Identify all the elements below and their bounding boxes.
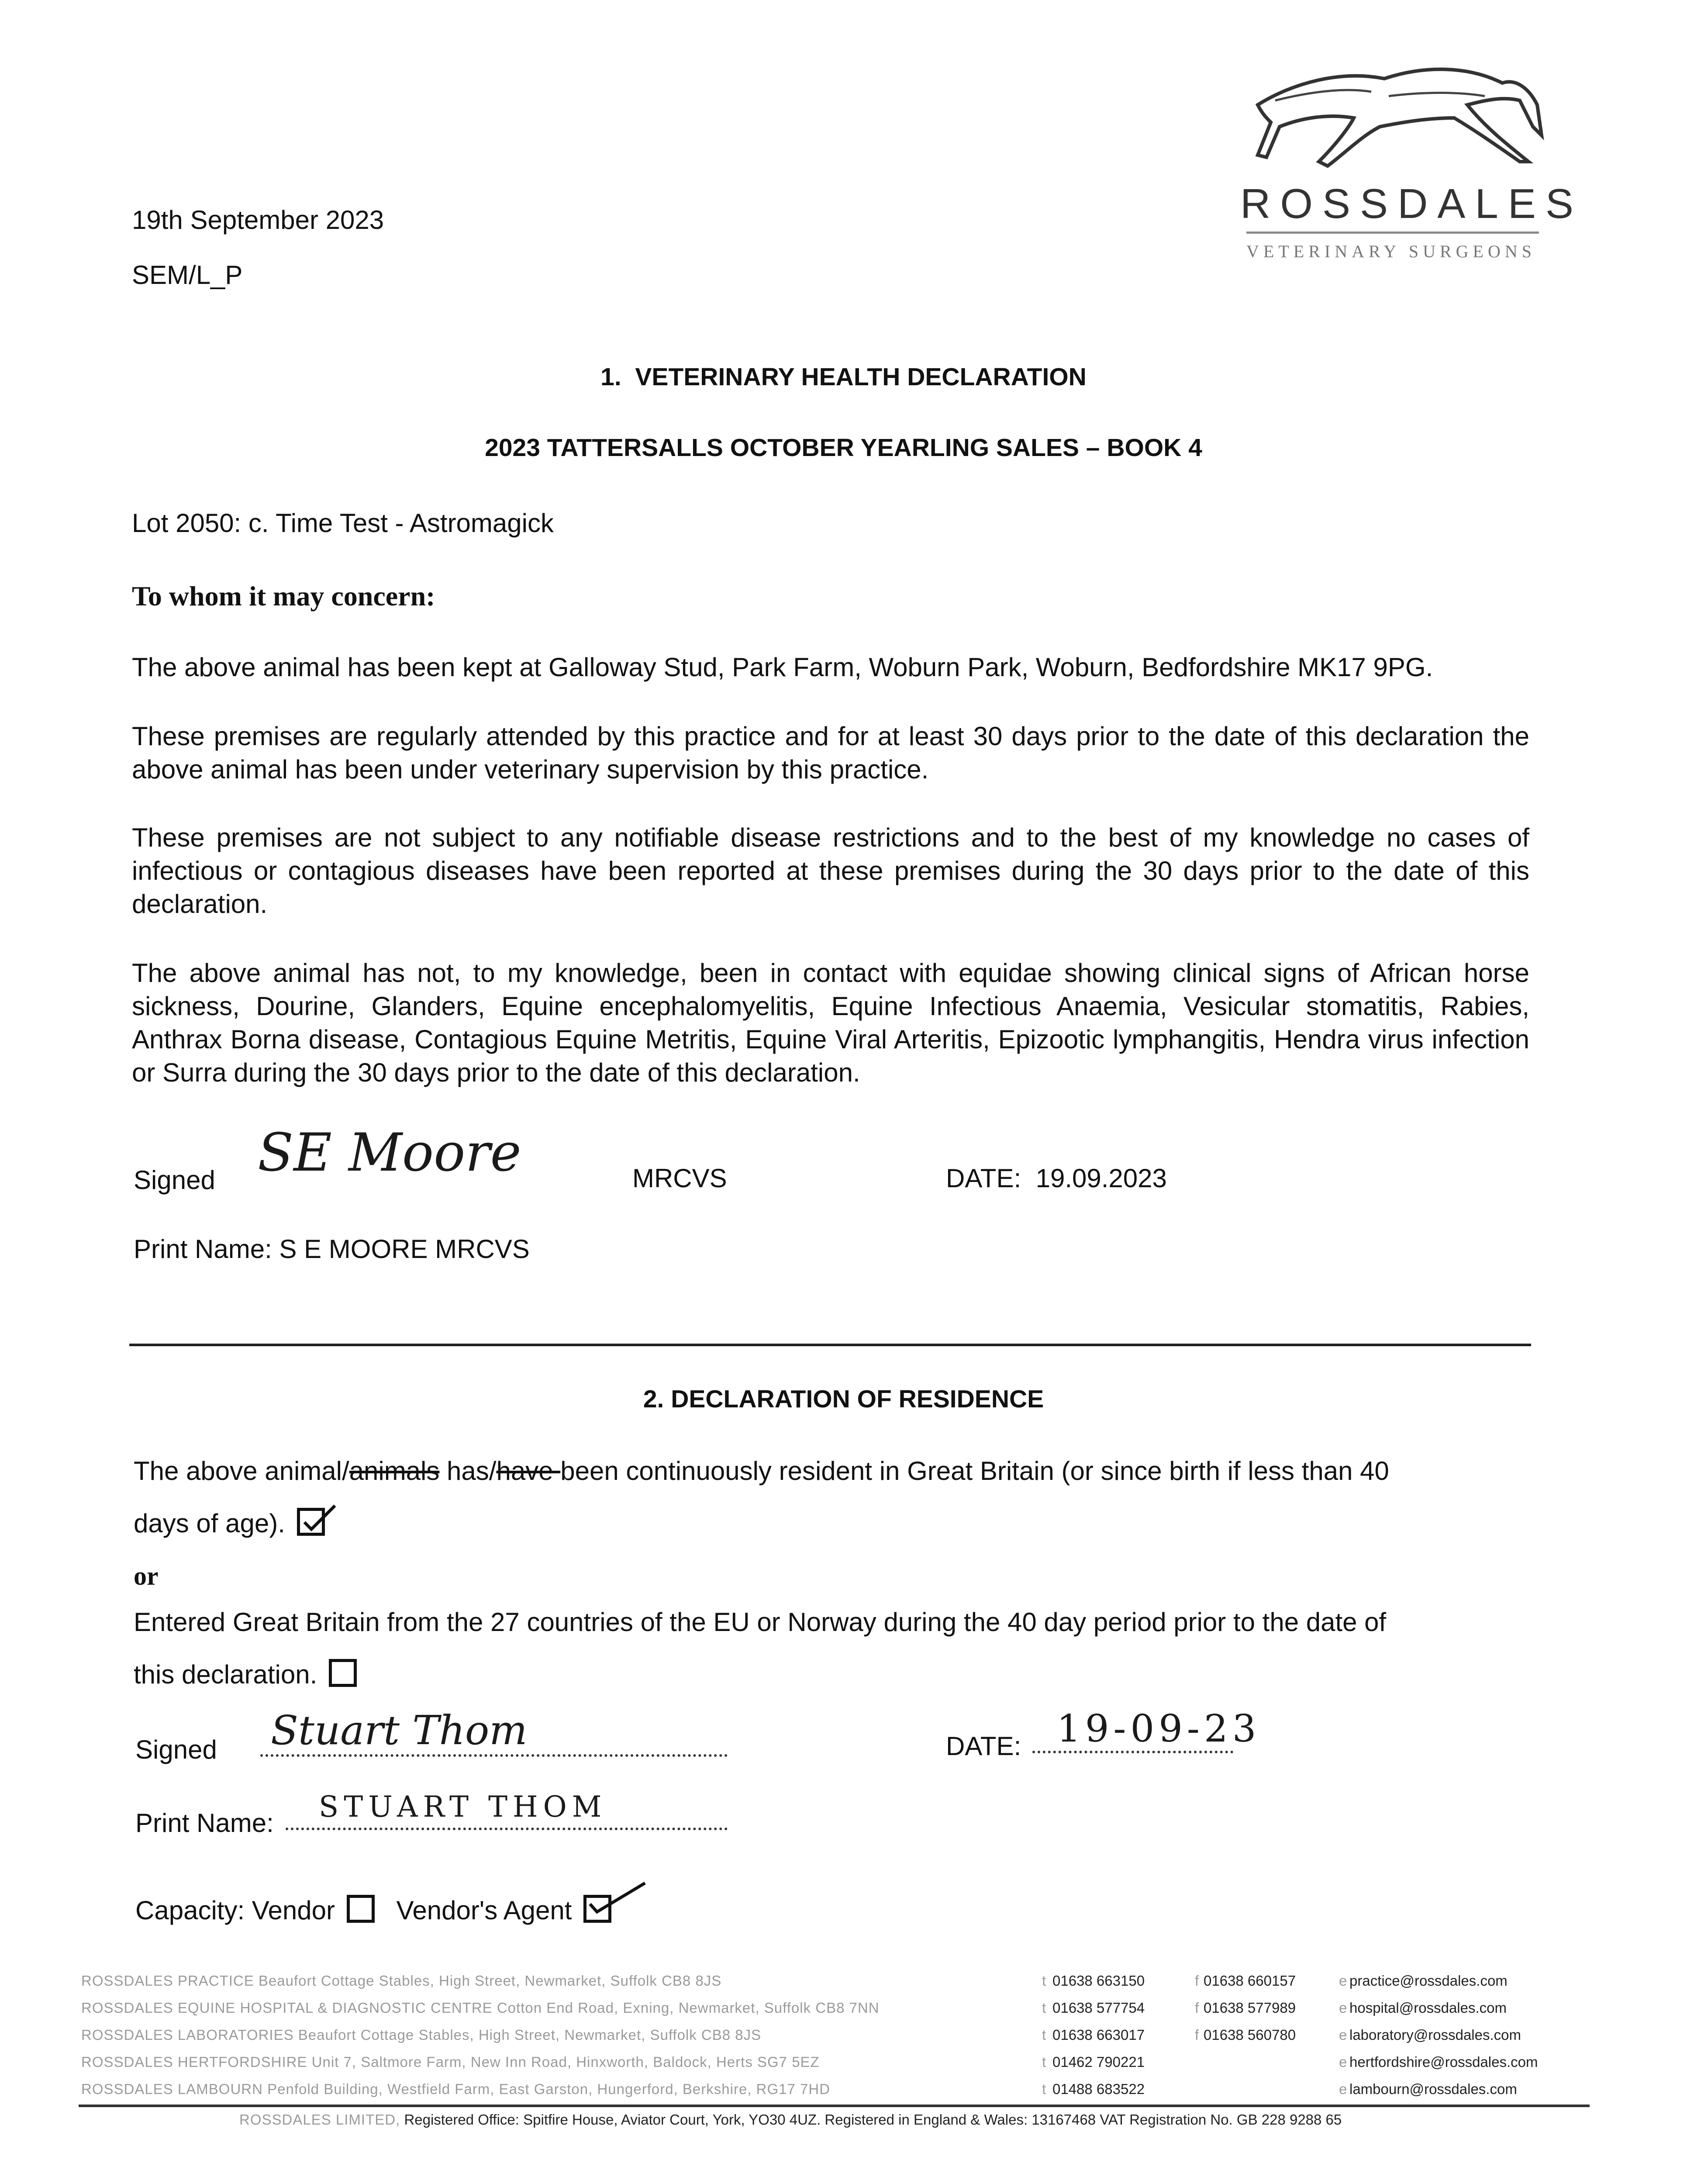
footer-sites [81,1967,1588,2103]
footer-t-prefix: t [1042,2081,1047,2097]
date-value-1: 19.09.2023 [1035,1164,1167,1193]
footer-registered-text: Registered Office: Spitfire House, Aviator Court, York, YO30 4UZ. Registered in England & Wales: 13167468 VAT Registration No. GB 228 9288 65 [404,2111,1342,2128]
footer-fax: 01638 577989 [1204,2000,1296,2016]
footer-phone: 01638 663150 [1052,1973,1145,1989]
paragraph-kept-at: The above animal has been kept at Galloway Stud, Park Farm, Woburn Park, Woburn, Bedfordshire MK17 9PG. [132,653,1433,682]
footer-phone: 01638 577754 [1052,2000,1145,2016]
residence-text-b: has/ [439,1456,497,1486]
paragraph-supervision: These premises are regularly attended by this practice and for at least 30 days prior to the date of this declaration the above animal has been under veterinary supervision by this practice. [132,722,1529,784]
section2-title: 2. DECLARATION OF RESIDENCE [643,1385,1044,1413]
vendor-agent-label: Vendor's Agent [396,1896,572,1925]
section-divider [129,1344,1531,1346]
logo-name: ROSSDALES [1240,180,1583,227]
residence-text-d: days of age). [134,1509,285,1538]
entered-text: this declaration. [134,1660,317,1689]
date-row-1 [946,1162,1167,1195]
residence-text-c: been continuously resident in Great Britain (or since birth if less than 40 [560,1456,1389,1486]
footer-email[interactable]: hospital@rossdales.com [1349,2000,1507,2016]
footer-site-address: Unit 7, Saltmore Farm, New Inn Road, Hinxworth, Baldock, Herts SG7 5EZ [307,2054,820,2070]
footer-site-row [81,2049,1588,2076]
footer-e-prefix: e [1339,1973,1348,1989]
footer-e-prefix: e [1339,2054,1348,2070]
footer-t-prefix: t [1042,2000,1047,2016]
footer-site-name: ROSSDALES EQUINE HOSPITAL & DIAGNOSTIC CENTRE Cotton End Road, Exning, Newmarket, Suffolk CB8 7NN [81,2000,880,2016]
entered-checkbox[interactable] [329,1659,357,1687]
date-value-2: 19-09-23 [1057,1707,1261,1751]
footer-t-prefix: t [1042,2027,1047,2043]
vendor-agent-checkbox[interactable] [583,1895,611,1923]
footer-fax: 01638 560780 [1204,2027,1296,2043]
check-mark-icon [584,1880,649,1920]
capacity-vendor-label: Capacity: Vendor [135,1896,335,1925]
section1-title-text: VETERINARY HEALTH DECLARATION [635,363,1087,391]
footer-site-address: Cotton End Road, Exning, Newmarket, Suffolk CB8 7NN [492,2000,880,2016]
check-mark-icon [298,1503,338,1538]
footer-site-row [81,1967,1588,1994]
mrcvs-label: MRCVS [632,1164,727,1193]
footer-site-name: ROSSDALES LAMBOURN Penfold Building, Westfield Farm, East Garston, Hungerford, Berkshire, RG17 7HD [81,2081,831,2097]
footer-site-row [81,1994,1588,2022]
agent-signature: Stuart Thom [271,1707,528,1754]
footer-e-prefix: e [1339,2027,1348,2043]
paragraph-contact: The above animal has not, to my knowledge, been in contact with equidae showing clinical signs of African horse sickness, Dourine, Glanders, Equine encephalomyelitis, Equine Infectious Anaemia, Vesicular stomatitis, Rabies, Anthrax Borna disease, Contagious Equine Metritis, Equine Viral Arteritis, Epizootic lymphangitis, Hendra virus infection or Surra during the 30 days prior to the date of this declaration. [132,958,1529,1087]
footer-email[interactable]: hertfordshire@rossdales.com [1349,2054,1538,2070]
residence-text-a: The above animal/ [134,1456,349,1486]
print-label-2: Print Name: [135,1808,274,1838]
footer-f-prefix: f [1195,2027,1200,2043]
footer-e-prefix: e [1339,2081,1348,2097]
reference: SEM/L_P [132,260,243,290]
logo-divider [1246,232,1539,234]
footer-e-prefix: e [1339,2000,1348,2016]
paragraph-restrictions: These premises are not subject to any notifiable disease restrictions and to the best of my knowledge no cases of infectious or contagious diseases have been reported at these premises during the 30 days prior to the date of this declaration. [132,823,1529,919]
footer-site-name: ROSSDALES HERTFORDSHIRE Unit 7, Saltmore Farm, New Inn Road, Hinxworth, Baldock, Herts SG7 5EZ [81,2054,820,2070]
signed-label-1: Signed [134,1165,215,1195]
footer-email[interactable]: laboratory@rossdales.com [1349,2027,1521,2043]
lot-line: Lot 2050: c. Time Test - Astromagick [132,508,554,538]
horse-logo-icon [1240,52,1546,183]
footer-site-name: ROSSDALES LABORATORIES Beaufort Cottage Stables, High Street, Newmarket, Suffolk CB8 8JS [81,2027,762,2043]
vet-signature: SE Moore [258,1123,521,1183]
logo [1240,52,1583,262]
residence-line-2 [134,1507,325,1540]
residence-line-1 [134,1455,1531,1488]
residence-checkbox[interactable] [297,1508,325,1536]
footer-site-address: Beaufort Cottage Stables, High Street, Newmarket, Suffolk CB8 8JS [293,2027,762,2043]
print-name-1: Print Name: S E MOORE MRCVS [134,1234,530,1264]
date-label-2: DATE: [946,1731,1021,1761]
logo-tagline: VETERINARY SURGEONS [1246,242,1536,261]
footer-f-prefix: f [1195,1973,1200,1989]
print-value-2: STUART THOM [319,1790,607,1824]
section1-title [0,363,1687,391]
entered-line-2 [134,1658,357,1691]
struck-animals: animals [349,1456,440,1486]
footer-email[interactable]: practice@rossdales.com [1349,1973,1508,1989]
footer-phone: 01488 683522 [1052,2081,1145,2097]
footer-t-prefix: t [1042,1973,1047,1989]
footer-email[interactable]: lambourn@rossdales.com [1349,2081,1517,2097]
struck-have: have [496,1456,561,1486]
footer-fax: 01638 660157 [1204,1973,1296,1989]
footer-phone: 01462 790221 [1052,2054,1145,2070]
or-label: or [134,1562,159,1590]
entered-line-1: Entered Great Britain from the 27 countries of the EU or Norway during the 40 day period prior to the date of [134,1607,1387,1637]
footer-f-prefix: f [1195,2000,1200,2016]
section1-number: 1. [600,363,621,391]
footer-registered [239,2106,1342,2133]
print-line-2 [286,1824,728,1832]
footer-site-row [81,2076,1588,2103]
footer-site-row [81,2022,1588,2049]
capacity-row [135,1894,611,1927]
letter-date: 19th September 2023 [132,205,384,235]
footer-site-address: Beaufort Cottage Stables, High Street, Newmarket, Suffolk CB8 8JS [254,1973,722,1989]
date-label-1: DATE: [946,1164,1021,1193]
footer-site-name: ROSSDALES PRACTICE Beaufort Cottage Stables, High Street, Newmarket, Suffolk CB8 8JS [81,1973,722,1989]
footer-company: ROSSDALES LIMITED, [239,2111,400,2128]
vendor-checkbox[interactable] [347,1895,375,1923]
signed-label-2: Signed [135,1735,217,1764]
salutation: To whom it may concern: [132,581,435,612]
section1-subtitle: 2023 TATTERSALLS OCTOBER YEARLING SALES – BOOK 4 [485,434,1202,462]
footer-site-address: Penfold Building, Westfield Farm, East Garston, Hungerford, Berkshire, RG17 7HD [262,2081,831,2097]
footer-t-prefix: t [1042,2054,1047,2070]
footer-phone: 01638 663017 [1052,2027,1145,2043]
